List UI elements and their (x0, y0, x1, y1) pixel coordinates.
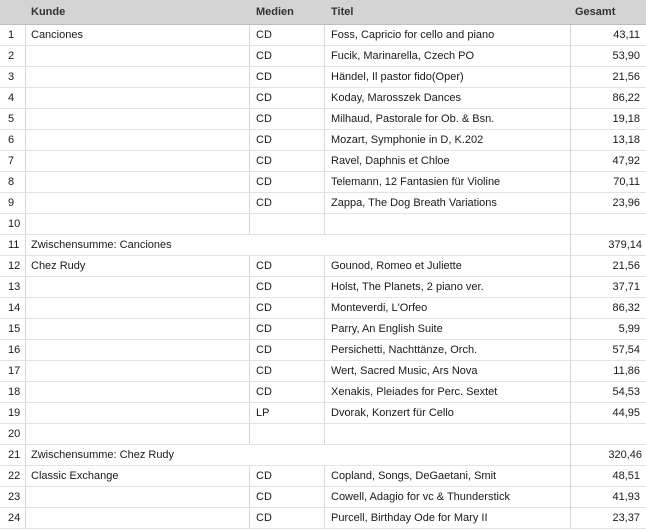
cell-kunde[interactable] (26, 214, 250, 234)
cell-gesamt[interactable]: 21,56 (612, 71, 640, 83)
cell-kunde[interactable]: Classic Exchange (26, 466, 250, 486)
cell-medien[interactable]: CD (250, 193, 325, 213)
subtotal-row[interactable] (0, 235, 646, 256)
cell-kunde[interactable] (26, 88, 250, 108)
table-row[interactable] (0, 424, 646, 445)
cell-medien[interactable] (250, 424, 325, 444)
table-row[interactable] (0, 403, 646, 424)
subtotal-label[interactable]: Zwischensumme: Chez Rudy (26, 445, 571, 465)
cell-kunde[interactable] (26, 298, 250, 318)
cell-kunde[interactable] (26, 508, 250, 528)
cell-kunde[interactable] (26, 424, 250, 444)
column-header-titel[interactable]: Titel (331, 6, 354, 18)
cell-kunde[interactable] (26, 403, 250, 423)
table-row[interactable] (0, 193, 646, 214)
row-number: 8 (0, 172, 26, 192)
cell-gesamt[interactable]: 86,32 (612, 302, 640, 314)
cell-medien[interactable]: CD (250, 340, 325, 360)
table-row[interactable] (0, 508, 646, 529)
cell-medien[interactable]: CD (250, 151, 325, 171)
cell-gesamt[interactable]: 19,18 (612, 113, 640, 125)
cell-titel[interactable]: Purcell, Birthday Ode for Mary II (325, 508, 571, 528)
table-row[interactable] (0, 487, 646, 508)
row-number: 4 (0, 88, 26, 108)
table-row[interactable] (0, 214, 646, 235)
cell-gesamt[interactable] (571, 424, 644, 444)
cell-kunde[interactable] (26, 172, 250, 192)
row-number: 18 (0, 382, 26, 402)
cell-titel[interactable]: Mozart, Symphonie in D, K.202 (325, 130, 571, 150)
row-number: 23 (0, 487, 26, 507)
table-row[interactable] (0, 109, 646, 130)
cell-gesamt[interactable]: 47,92 (612, 155, 640, 167)
cell-kunde[interactable] (26, 46, 250, 66)
cell-kunde[interactable] (26, 382, 250, 402)
cell-medien[interactable] (250, 214, 325, 234)
cell-gesamt[interactable]: 54,53 (612, 386, 640, 398)
cell-gesamt[interactable]: 379,14 (608, 239, 642, 251)
subtotal-row[interactable] (0, 445, 646, 466)
cell-medien[interactable]: CD (250, 277, 325, 297)
cell-gesamt[interactable]: 53,90 (612, 50, 640, 62)
table-row[interactable] (0, 277, 646, 298)
cell-medien[interactable]: CD (250, 88, 325, 108)
grid-header (0, 0, 646, 25)
row-number: 19 (0, 403, 26, 423)
cell-medien[interactable]: CD (250, 67, 325, 87)
row-number: 12 (0, 256, 26, 276)
row-number: 24 (0, 508, 26, 528)
cell-kunde[interactable] (26, 109, 250, 129)
table-row[interactable] (0, 46, 646, 67)
row-number: 5 (0, 109, 26, 129)
cell-gesamt[interactable]: 43,11 (613, 29, 640, 41)
column-header-medien[interactable]: Medien (256, 6, 294, 18)
cell-titel[interactable]: Zappa, The Dog Breath Variations (325, 193, 571, 213)
cell-titel[interactable]: Monteverdi, L'Orfeo (325, 298, 571, 318)
row-number: 13 (0, 277, 26, 297)
cell-kunde[interactable] (26, 361, 250, 381)
row-number: 1 (0, 25, 26, 45)
cell-kunde[interactable] (26, 319, 250, 339)
cell-kunde[interactable] (26, 340, 250, 360)
row-number: 15 (0, 319, 26, 339)
row-number: 17 (0, 361, 26, 381)
cell-medien[interactable]: LP (250, 403, 325, 423)
cell-gesamt[interactable]: 48,51 (612, 470, 640, 482)
table-row[interactable] (0, 361, 646, 382)
table-row[interactable] (0, 25, 646, 46)
cell-kunde[interactable] (26, 277, 250, 297)
row-number: 21 (0, 445, 26, 465)
table-row[interactable] (0, 466, 646, 487)
cell-medien[interactable]: CD (250, 130, 325, 150)
cell-titel[interactable]: Dvorak, Konzert für Cello (325, 403, 571, 423)
row-number: 22 (0, 466, 26, 486)
cell-titel[interactable]: Foss, Capricio for cello and piano (325, 25, 571, 45)
cell-titel[interactable]: Copland, Songs, DeGaetani, Smit (325, 466, 571, 486)
row-number: 20 (0, 424, 26, 444)
cell-titel[interactable]: Telemann, 12 Fantasien für Violine (325, 172, 571, 192)
cell-gesamt[interactable]: 41,93 (612, 491, 640, 503)
cell-medien[interactable]: CD (250, 382, 325, 402)
cell-titel[interactable] (325, 424, 571, 444)
cell-medien[interactable]: CD (250, 46, 325, 66)
row-number: 14 (0, 298, 26, 318)
cell-gesamt[interactable]: 320,46 (608, 449, 642, 461)
table-row[interactable] (0, 88, 646, 109)
row-number-header (0, 0, 26, 24)
cell-kunde[interactable] (26, 67, 250, 87)
cell-titel[interactable]: Parry, An English Suite (325, 319, 571, 339)
row-number: 6 (0, 130, 26, 150)
row-number: 9 (0, 193, 26, 213)
cell-titel[interactable]: Cowell, Adagio for vc & Thunderstick (325, 487, 571, 507)
cell-titel[interactable]: Gounod, Romeo et Juliette (325, 256, 571, 276)
cell-titel[interactable]: Holst, The Planets, 2 piano ver. (325, 277, 571, 297)
cell-kunde[interactable] (26, 151, 250, 171)
cell-kunde[interactable]: Canciones (26, 25, 250, 45)
cell-medien[interactable]: CD (250, 109, 325, 129)
column-header-kunde[interactable]: Kunde (31, 6, 66, 18)
cell-gesamt[interactable]: 23,37 (612, 512, 640, 524)
cell-medien[interactable]: CD (250, 319, 325, 339)
cell-medien[interactable]: CD (250, 172, 325, 192)
cell-kunde[interactable] (26, 487, 250, 507)
subtotal-label[interactable]: Zwischensumme: Canciones (26, 235, 571, 255)
table-row[interactable] (0, 382, 646, 403)
cell-gesamt[interactable]: 86,22 (612, 92, 640, 104)
table-row[interactable] (0, 67, 646, 88)
table-row[interactable] (0, 256, 646, 277)
cell-titel[interactable]: Ravel, Daphnis et Chloe (325, 151, 571, 171)
cell-medien[interactable]: CD (250, 298, 325, 318)
table-row[interactable] (0, 319, 646, 340)
cell-gesamt[interactable]: 23,96 (612, 197, 640, 209)
cell-gesamt[interactable]: 13,18 (612, 134, 640, 146)
cell-gesamt[interactable]: 37,71 (612, 281, 640, 293)
cell-gesamt[interactable]: 11,86 (613, 365, 640, 377)
cell-gesamt[interactable]: 5,99 (618, 323, 640, 335)
row-number: 2 (0, 46, 26, 66)
cell-medien[interactable]: CD (250, 508, 325, 528)
cell-titel[interactable]: Händel, Il pastor fido(Oper) (325, 67, 571, 87)
cell-gesamt[interactable]: 57,54 (612, 344, 640, 356)
grid-body (0, 25, 646, 529)
cell-titel[interactable]: Wert, Sacred Music, Ars Nova (325, 361, 571, 381)
cell-kunde[interactable]: Chez Rudy (26, 256, 250, 276)
table-row[interactable] (0, 151, 646, 172)
cell-kunde[interactable] (26, 193, 250, 213)
cell-gesamt[interactable]: 44,95 (612, 407, 640, 419)
table-row[interactable] (0, 298, 646, 319)
cell-titel[interactable] (325, 214, 571, 234)
cell-medien[interactable]: CD (250, 487, 325, 507)
cell-kunde[interactable] (26, 130, 250, 150)
row-number: 11 (0, 235, 26, 255)
row-number: 10 (0, 214, 26, 234)
cell-medien[interactable]: CD (250, 25, 325, 45)
cell-medien[interactable]: CD (250, 361, 325, 381)
table-row[interactable] (0, 340, 646, 361)
cell-medien[interactable]: CD (250, 256, 325, 276)
table-row[interactable] (0, 172, 646, 193)
cell-titel[interactable]: Xenakis, Pleiades for Perc. Sextet (325, 382, 571, 402)
row-number: 3 (0, 67, 26, 87)
cell-gesamt[interactable] (571, 214, 644, 234)
column-header-gesamt[interactable]: Gesamt (575, 6, 616, 18)
cell-titel[interactable]: Fucik, Marinarella, Czech PO (325, 46, 571, 66)
cell-gesamt[interactable]: 70,11 (613, 176, 640, 188)
cell-gesamt[interactable]: 21,56 (612, 260, 640, 272)
cell-medien[interactable]: CD (250, 466, 325, 486)
cell-titel[interactable]: Persichetti, Nachttänze, Orch. (325, 340, 571, 360)
table-row[interactable] (0, 130, 646, 151)
row-number: 16 (0, 340, 26, 360)
cell-titel[interactable]: Koday, Marosszek Dances (325, 88, 571, 108)
cell-titel[interactable]: Milhaud, Pastorale for Ob. & Bsn. (325, 109, 571, 129)
row-number: 7 (0, 151, 26, 171)
